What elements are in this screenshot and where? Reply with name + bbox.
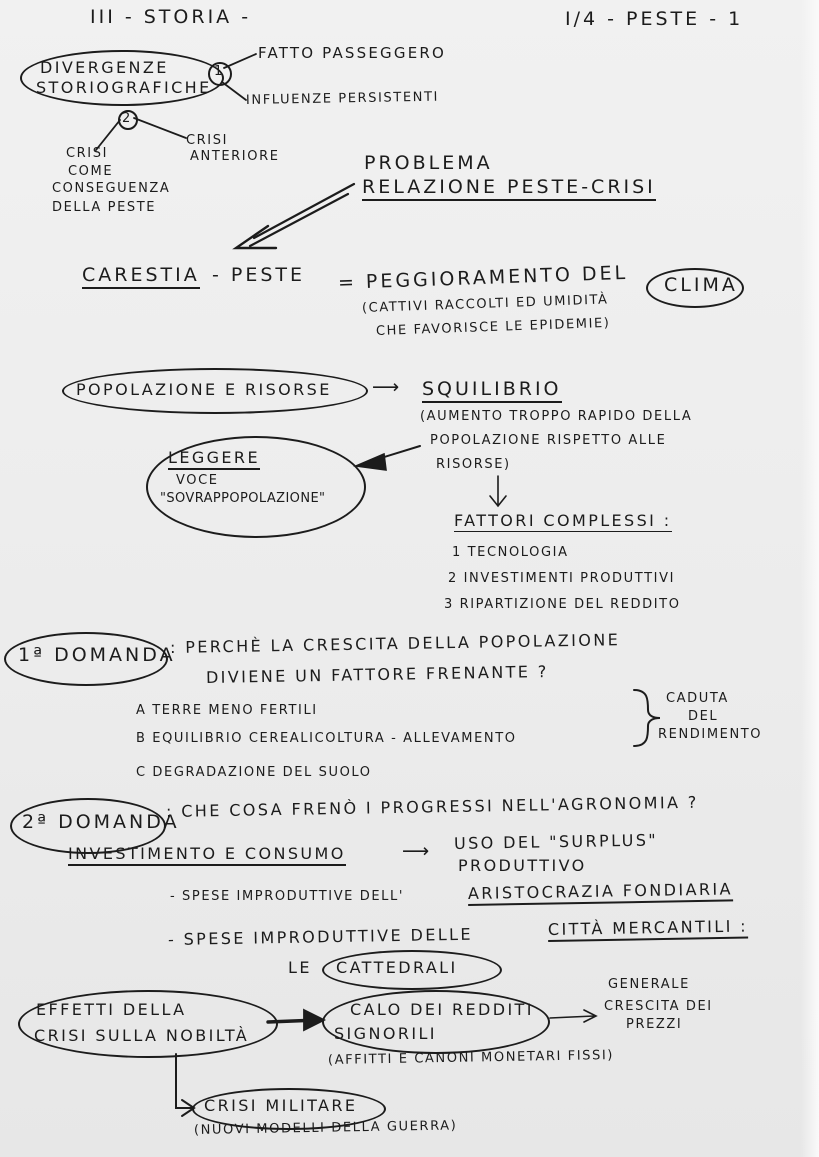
investimento-arrow: ⟶ xyxy=(402,840,430,862)
carestia-note-2: CHE FAVORISCE LE EPIDEMIE) xyxy=(375,315,611,339)
calo-to-generale-arrow xyxy=(550,1010,596,1022)
generale-1: GENERALE xyxy=(608,977,690,992)
domanda1-item-c: C DEGRADAZIONE DEL SUOLO xyxy=(136,765,372,780)
problema-arrow-head xyxy=(236,226,276,248)
carestia-note-1: (CATTIVI RACCOLTI ED UMIDITÀ xyxy=(361,292,609,316)
crisi-conseguenza-4: DELLA PESTE xyxy=(52,200,157,215)
uso-surplus-2: PRODUTTIVO xyxy=(458,856,587,875)
popolazione-label: POPOLAZIONE E RISORSE xyxy=(76,380,332,399)
divergenze-line1: DIVERGENZE xyxy=(40,58,169,77)
sovrappopolazione-label: "SOVRAPPOPOLAZIONE" xyxy=(160,491,326,506)
squilibrio-note-2: POPOLAZIONE RISPETTO ALLE xyxy=(430,433,667,448)
le-label: LE xyxy=(288,958,312,977)
citta-mercantili: CITTÀ MERCANTILI : xyxy=(548,919,748,942)
crisi-militare: CRISI MILITARE xyxy=(204,1096,358,1115)
peggioramento-label: = PEGGIORAMENTO DEL xyxy=(337,261,629,294)
leggere-arrow-shaft xyxy=(368,446,420,462)
fattore-1: 1 TECNOLOGIA xyxy=(452,545,569,560)
uso-surplus-1: USO DEL "SURPLUS" xyxy=(453,830,659,853)
spese-2: - SPESE IMPRODUTTIVE DELLE xyxy=(167,924,474,949)
effetti-to-militare-line xyxy=(176,1054,192,1108)
problema-label: PROBLEMA xyxy=(364,152,493,174)
fattore-2: 2 INVESTIMENTI PRODUTTIVI xyxy=(448,571,676,586)
leggere-arrow-head xyxy=(356,454,386,470)
domanda2-question: : CHE COSA FRENÒ I PROGRESSI NELL'AGRONOMIA ? xyxy=(165,792,699,821)
generale-3: PREZZI xyxy=(626,1017,683,1032)
cattedrali-term: CATTEDRALI xyxy=(336,958,458,977)
clima-term: CLIMA xyxy=(664,274,738,296)
fatto-passeggero: FATTO PASSEGGERO xyxy=(258,44,447,62)
fattori-down-arrow xyxy=(490,476,506,506)
squilibrio-term: SQUILIBRIO xyxy=(422,380,562,403)
militare-note: (NUOVI MODELLI DELLA GUERRA) xyxy=(193,1118,458,1138)
fattori-complessi: FATTORI COMPLESSI : xyxy=(454,511,672,530)
peste-term: - PESTE xyxy=(212,264,306,286)
caduta-3: RENDIMENTO xyxy=(658,727,763,742)
mark-1: 1 xyxy=(214,64,223,79)
domanda1-question-1: : PERCHÈ LA CRESCITA DELLA POPOLAZIONE xyxy=(169,630,621,657)
domanda1-item-a: A TERRE MENO FERTILI xyxy=(136,703,318,718)
voce-label: VOCE xyxy=(176,473,219,488)
crisi-anteriore-1: CRISI xyxy=(186,133,229,148)
link-crisi-anteriore xyxy=(134,118,186,138)
leggere-label: LEGGERE xyxy=(168,450,260,470)
link-influenze xyxy=(222,82,246,100)
caduta-2: DEL xyxy=(688,709,719,724)
domanda1-item-b: B EQUILIBRIO CEREALICOLTURA - ALLEVAMENTO xyxy=(136,731,517,746)
effetti-1: EFFETTI DELLA xyxy=(36,1000,187,1019)
spese-1: - SPESE IMPRODUTTIVE DELL' xyxy=(170,889,405,904)
effetti-2: CRISI SULLA NOBILTÀ xyxy=(34,1026,250,1045)
problema-arrow-shaft xyxy=(250,184,354,246)
caduta-brace xyxy=(634,690,660,746)
aristocrazia-fondiaria: ARISTOCRAZIA FONDIARIA xyxy=(468,881,733,906)
generale-2: CRESCITA DEI xyxy=(604,999,713,1014)
crisi-conseguenza-1: CRISI xyxy=(66,146,109,161)
calo-1: CALO DEI REDDITI xyxy=(350,1000,534,1019)
domanda1-label: 1ª DOMANDA xyxy=(18,644,176,666)
effetti-to-calo-head xyxy=(304,1010,324,1030)
carestia-term: CARESTIA xyxy=(82,266,200,289)
divergenze-line2: STORIOGRAFICHE xyxy=(36,78,212,97)
investimento-consumo: INVESTIMENTO E CONSUMO xyxy=(68,846,346,866)
section-title: III - STORIA - xyxy=(90,6,252,28)
domanda1-question-2: DIVIENE UN FATTORE FRENANTE ? xyxy=(205,662,549,687)
squilibrio-note-1: (AUMENTO TROPPO RAPIDO DELLA xyxy=(420,409,693,424)
calo-note: (AFFITTI E CANONI MONETARI FISSI) xyxy=(327,1048,615,1068)
crisi-anteriore-2: ANTERIORE xyxy=(190,149,280,164)
domanda2-label: 2ª DOMANDA xyxy=(22,811,180,833)
influenze-persistenti: INFLUENZE PERSISTENTI xyxy=(245,89,440,108)
fattore-3: 3 RIPARTIZIONE DEL REDDITO xyxy=(444,597,681,612)
caduta-1: CADUTA xyxy=(666,691,729,706)
popolazione-arrow: ⟶ xyxy=(372,376,400,398)
crisi-conseguenza-3: CONSEGUENZA xyxy=(52,181,171,196)
mark-2: 2 xyxy=(122,111,131,126)
page-reference: I/4 - PESTE - 1 xyxy=(565,8,744,30)
squilibrio-note-3: RISORSE) xyxy=(436,457,511,472)
relazione-peste-crisi: RELAZIONE PESTE-CRISI xyxy=(362,178,656,201)
calo-2: SIGNORILI xyxy=(334,1024,437,1043)
crisi-conseguenza-2: COME xyxy=(68,164,114,179)
